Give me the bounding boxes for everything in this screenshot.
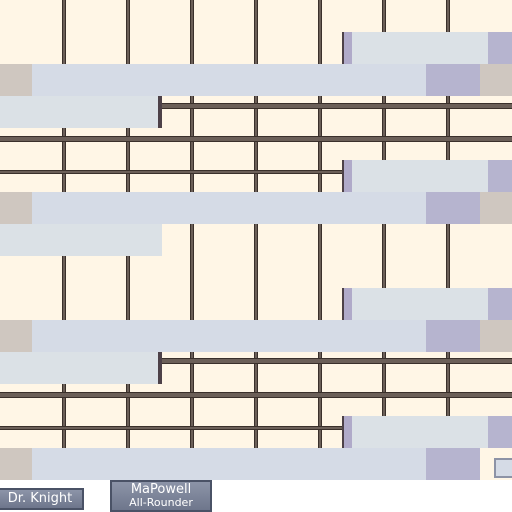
lane-bar-left[interactable]: [0, 96, 162, 128]
bar-end: [488, 32, 512, 64]
bar-edge: [342, 288, 352, 320]
player-chip-knight[interactable]: [0, 488, 84, 510]
bar-edge: [342, 32, 352, 64]
bar-end: [426, 448, 480, 480]
bar-edge: [158, 352, 162, 384]
player-tray: [0, 480, 512, 512]
bar-end: [426, 64, 480, 96]
lane-bar-right[interactable]: [342, 32, 512, 64]
grid-line: [0, 136, 512, 142]
bar-body: [352, 160, 488, 192]
bar-end: [488, 416, 512, 448]
bar-body: [352, 32, 488, 64]
bar-cap: [0, 64, 32, 96]
bar-end: [488, 288, 512, 320]
grid-line: [0, 392, 512, 398]
grid-line: [0, 170, 352, 174]
player-name: Dr. Knight: [7, 491, 73, 506]
bar-cap: [0, 448, 32, 480]
lane-bar-right[interactable]: [342, 160, 512, 192]
lane-bar[interactable]: [0, 64, 512, 96]
bar-cap: [0, 192, 32, 224]
bar-cap: [480, 320, 512, 352]
corner-tab[interactable]: [494, 458, 512, 478]
grid-line: [0, 426, 352, 430]
bar-body: [32, 448, 426, 480]
bar-body: [32, 192, 426, 224]
bar-body: [352, 416, 488, 448]
bar-edge: [342, 160, 352, 192]
bar-cap: [0, 320, 32, 352]
lane-bar[interactable]: [0, 192, 512, 224]
bar-body: [32, 64, 426, 96]
lane-bar[interactable]: [0, 320, 512, 352]
bar-body: [0, 224, 162, 256]
lane-bar-left[interactable]: [0, 224, 162, 256]
bar-end: [426, 320, 480, 352]
grid-line: [160, 358, 512, 364]
lane-bar-right[interactable]: [342, 416, 512, 448]
bar-body: [32, 320, 426, 352]
player-role: All-Rounder: [129, 496, 193, 509]
bar-cap: [480, 192, 512, 224]
bar-body: [0, 96, 158, 128]
bar-body: [0, 352, 158, 384]
lane-bar-right[interactable]: [342, 288, 512, 320]
bar-end: [488, 160, 512, 192]
bar-edge: [342, 416, 352, 448]
player-name: MaPowell: [130, 482, 192, 497]
grid-line: [160, 103, 512, 109]
bar-cap: [480, 64, 512, 96]
lane-bar-left[interactable]: [0, 352, 162, 384]
bar-body: [352, 288, 488, 320]
player-chip-mapowell[interactable]: [110, 480, 212, 512]
bar-end: [426, 192, 480, 224]
bar-edge: [158, 96, 162, 128]
lane-bar[interactable]: [0, 448, 480, 480]
